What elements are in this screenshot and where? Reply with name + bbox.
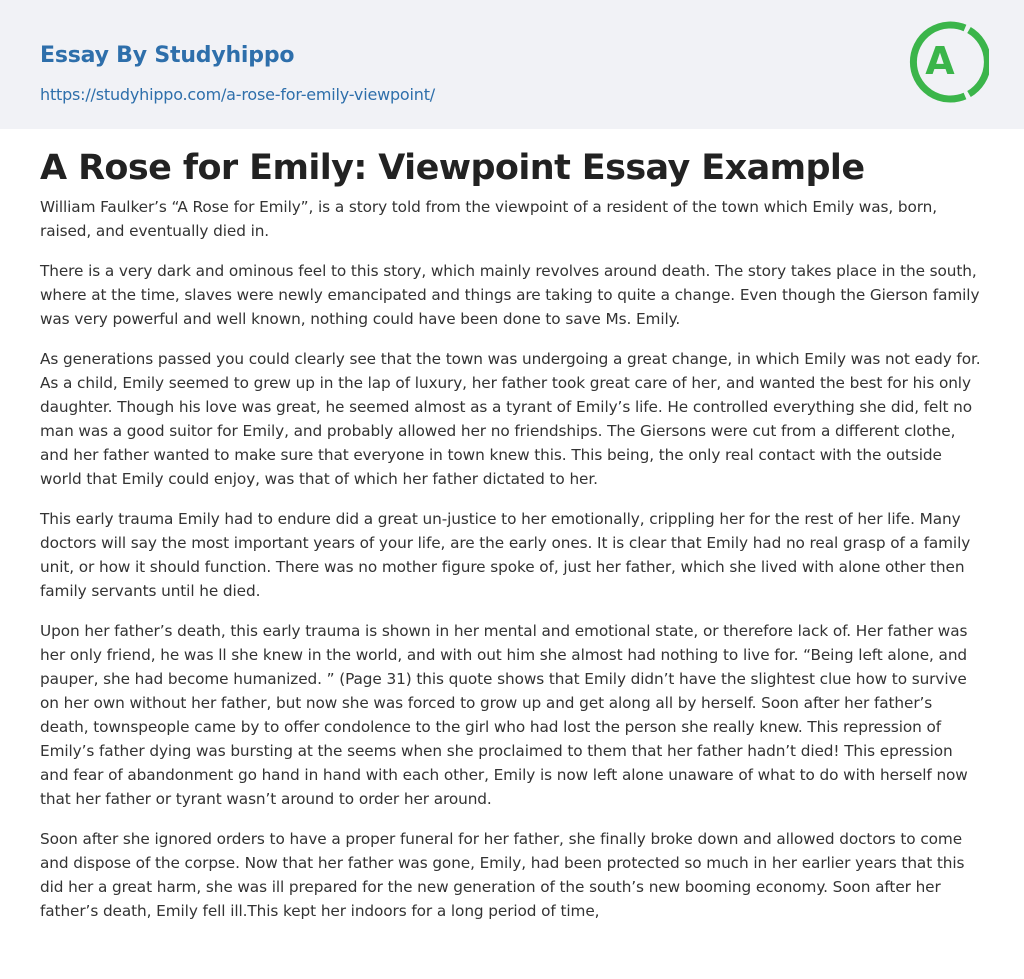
site-brand[interactable]: Essay By Studyhippo [40, 43, 295, 68]
essay-paragraph: William Faulker’s “A Rose for Emily”, is a story told from the viewpoint of a resident of the town which Emily was, born, raised, and eventually died in. [40, 198, 938, 240]
studyhippo-logo-icon[interactable] [907, 18, 989, 106]
essay-paragraph: Upon her father’s death, this early trauma is shown in her mental and emotional state, or therefore lack of. Her father was her only friend, he was ll she knew in the world, and with out him she almost had nothing to live for. “Being left alone, and pauper, she had become humanized. ” (Page 31) this quote shows that Emily didn’t have the slightest clue how to survive on her own without her father, but now she was forced to grow up and get along all by herself. Soon after her father’s death, townspeople came by to offer condolence to the girl who had lost the person she really knew. This repression of Emily’s father dying was bursting at the seems when she proclaimed to them that her father hadn’t died! This epression and fear of abandonment go hand in hand with each other, Emily is now left alone unaware of what to do with herself now that her father or tyrant wasn’t around to order her around. [40, 622, 968, 808]
essay-url-link[interactable]: https://studyhippo.com/a-rose-for-emily-viewpoint/ [40, 85, 435, 104]
essay-paragraph: Soon after she ignored orders to have a proper funeral for her father, she finally broke down and allowed doctors to come and dispose of the corpse. Now that her father was gone, Emily, had been protected so much in her earlier years that this did her a great harm, she was ill prepared for the new generation of the south’s new booming economy. Soon after her father’s death, Emily fell ill.This kept her indoors for a long period of time, [40, 830, 965, 920]
essay-title: A Rose for Emily: Viewpoint Essay Example [40, 148, 865, 188]
essay-paragraph: As generations passed you could clearly see that the town was undergoing a great change, in which Emily was not eady for. As a child, Emily seemed to grew up in the lap of luxury, her father took great care of her, and wanted the best for his only daughter. Though his love was great, he seemed almost as a tyrant of Emily’s life. He controlled everything she did, felt no man was a good suitor for Emily, and probably allowed her no friendships. The Giersons were cut from a different clothe, and her father wanted to make sure that everyone in town knew this. This being, the only real contact with the outside world that Emily could enjoy, was that of which her father dictated to her. [40, 350, 981, 488]
essay-paragraph: There is a very dark and ominous feel to this story, which mainly revolves around death. The story takes place in the south, where at the time, slaves were newly emancipated and things are taking to quite a change. Even though the Gierson family was very powerful and well known, nothing could have been done to save Ms. Emily. [40, 262, 980, 328]
logo-letter: A [925, 39, 955, 83]
essay-paragraph: This early trauma Emily had to endure did a great un-justice to her emotionally, crippling her for the rest of her life. Many doctors will say the most important years of your life, are the early ones. It is clear that Emily had no real grasp of a family unit, or how it should function. There was no mother figure spoke of, just her father, which she lived with alone other then family servants until he died. [40, 510, 971, 600]
essay-body [40, 195, 984, 939]
